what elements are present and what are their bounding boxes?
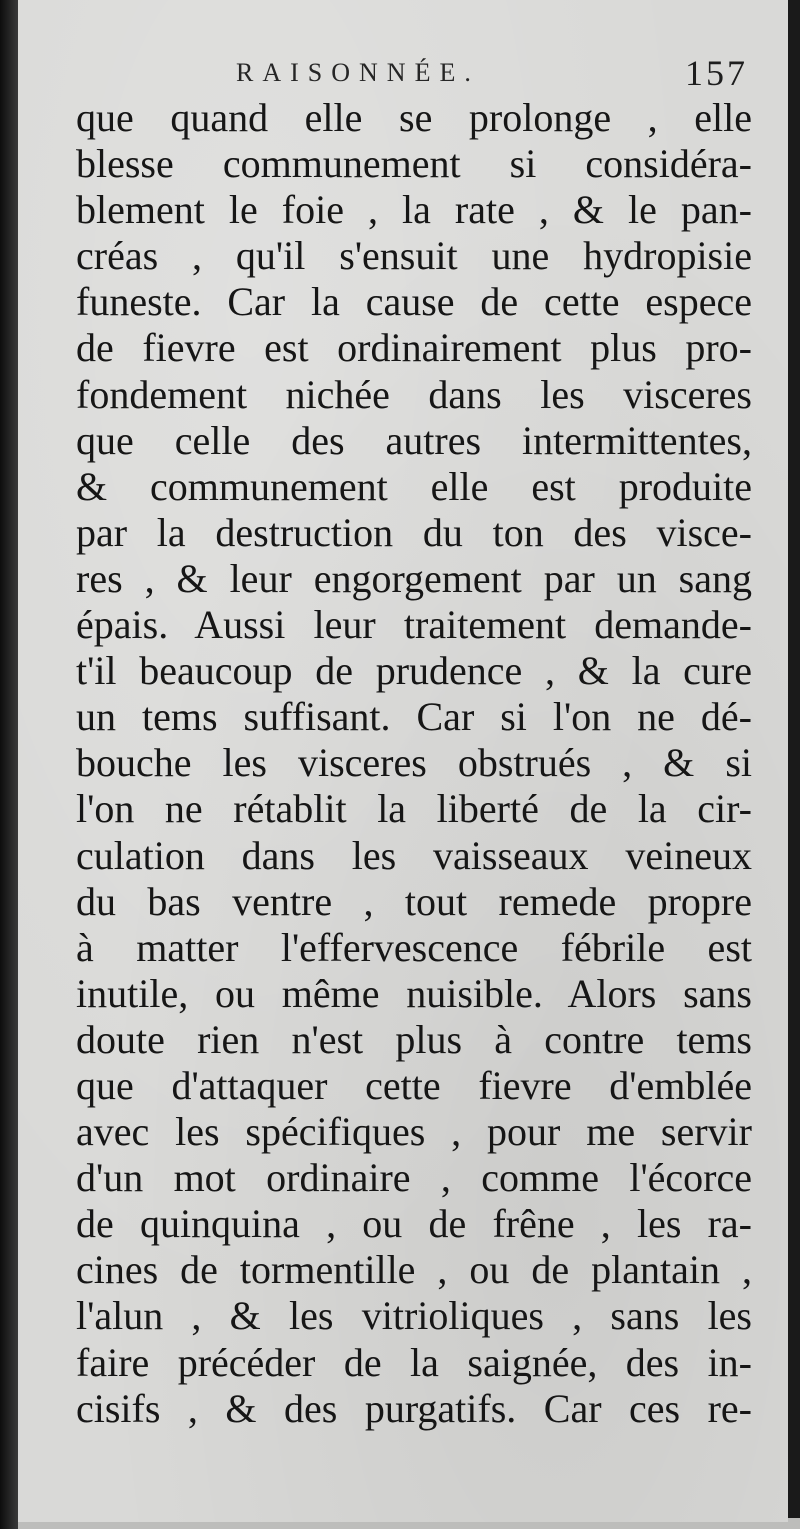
text-line: par la destruction du ton des visce-	[76, 509, 752, 555]
text-line: de fievre est ordinairement plus pro-	[76, 325, 752, 371]
text-line: d'un mot ordinaire , comme l'écorce	[76, 1155, 752, 1201]
text-line: inutile, ou même nuisible. Alors sans	[76, 970, 752, 1016]
book-page	[18, 0, 788, 1522]
text-line: culation dans les vaisseaux veineux	[76, 832, 752, 878]
text-line: l'on ne rétablit la liberté de la cir-	[76, 786, 752, 832]
text-line: cines de tormentille , ou de plantain ,	[76, 1247, 752, 1293]
text-line: de quinquina , ou de frêne , les ra-	[76, 1201, 752, 1247]
text-line: funeste. Car la cause de cette espece	[76, 279, 752, 325]
text-line: créas , qu'il s'ensuit une hydropisie	[76, 233, 752, 279]
text-line: que d'attaquer cette fievre d'emblée	[76, 1062, 752, 1108]
text-line: cisifs , & des purgatifs. Car ces re-	[76, 1385, 752, 1431]
running-head: RAISONNÉE.	[236, 58, 480, 87]
text-line: que celle des autres intermittentes,	[76, 417, 752, 463]
text-line: blement le foie , la rate , & le pan-	[76, 187, 752, 233]
body-text	[76, 95, 752, 1432]
text-line: doute rien n'est plus à contre tems	[76, 1016, 752, 1062]
text-line: & communement elle est produite	[76, 463, 752, 509]
text-line: épais. Aussi leur traitement demande-	[76, 602, 752, 648]
text-line: bouche les visceres obstrués , & si	[76, 740, 752, 786]
text-line: t'il beaucoup de prudence , & la cure	[76, 648, 752, 694]
text-line: res , & leur engorgement par un sang	[76, 555, 752, 601]
text-line: que quand elle se prolonge , elle	[76, 95, 752, 140]
text-line: fondement nichée dans les visceres	[76, 371, 752, 417]
page-header	[18, 52, 788, 96]
text-line: faire précéder de la saignée, des in-	[76, 1339, 752, 1385]
text-line: l'alun , & les vitrioliques , sans les	[76, 1293, 752, 1339]
text-line: avec les spécifiques , pour me servir	[76, 1109, 752, 1155]
page-number: 157	[685, 53, 748, 93]
text-line: du bas ventre , tout remede propre	[76, 878, 752, 924]
text-line: un tems suffisant. Car si l'on ne dé-	[76, 694, 752, 740]
text-line: blesse communement si considéra-	[76, 141, 752, 187]
text-line: à matter l'effervescence fébrile est	[76, 924, 752, 970]
